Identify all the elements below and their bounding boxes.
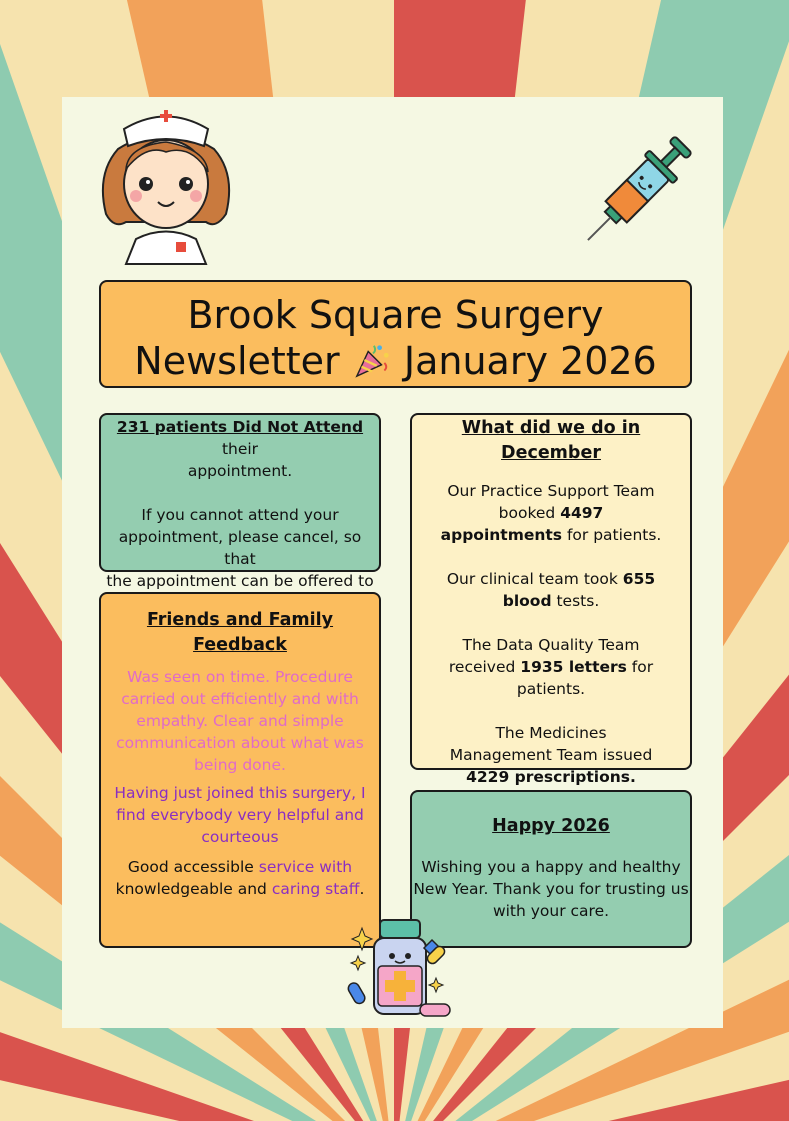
title-line-1: Brook Square Surgery — [187, 293, 604, 337]
dec-p4-l2: Management Team issued — [449, 746, 653, 764]
title-line-2 — [101, 338, 690, 384]
nurse-illustration — [96, 104, 236, 269]
feedback-quote-1: Was seen on time. Procedure carried out efficiently and with empathy. Clear and simple communication about what was being done. — [116, 668, 364, 774]
title-date: January 2026 — [403, 339, 657, 383]
dec-prescriptions-count: 4229 prescriptions. — [466, 768, 636, 786]
happy-l3: with your care. — [492, 902, 610, 920]
medicine-bottle-illustration — [344, 918, 456, 1022]
dna-count: 231 patients Did Not Attend — [116, 418, 364, 436]
dec-appointments-count: 4497 — [560, 504, 604, 522]
feedback-heading: Friends and Family Feedback — [146, 610, 334, 655]
happy-l2: New Year. Thank you for trusting us — [413, 880, 689, 898]
dna-p2-l1: If you cannot attend your — [141, 506, 339, 524]
family-feedback — [99, 592, 381, 948]
happy-heading: Happy 2026 — [492, 816, 610, 836]
dna-p2-l2: appointment, please cancel, so that — [118, 528, 362, 568]
dec-p2-l2: blood tests. — [502, 592, 600, 610]
december-heading: What did we do in December — [461, 418, 641, 463]
dec-blood-count: 655 — [622, 570, 656, 588]
title-newsletter: Newsletter — [134, 339, 340, 383]
dec-p1-l3: appointments for patients. — [440, 526, 662, 544]
dec-p2-l1: Our clinical team took 655 — [446, 570, 656, 588]
title-banner — [99, 280, 692, 388]
december-summary — [410, 413, 692, 786]
party-popper-icon — [352, 342, 392, 380]
dec-p3-l3: patients. — [516, 680, 586, 698]
dec-p4-l1: The Medicines — [495, 724, 607, 742]
syringe-illustration — [566, 120, 706, 265]
dna-text-2: appointment. — [187, 462, 293, 480]
feedback-quote-3: Good accessible service with knowledgeable and caring staff. — [115, 858, 365, 898]
dec-p3-l2: received 1935 letters for — [448, 658, 654, 676]
dec-letters-count: 1935 letters — [520, 658, 627, 676]
dec-p4-l3 — [412, 766, 690, 788]
dec-p1-l1: Our Practice Support Team — [447, 482, 655, 500]
dec-p1-l2: booked 4497 — [498, 504, 604, 522]
dna-p2-l3: the appointment can be offered to — [106, 572, 374, 590]
happy-l1: Wishing you a happy and healthy — [421, 858, 681, 876]
feedback-quote-2: Having just joined this surgery, I find everybody very helpful and courteous — [114, 784, 366, 846]
dna-notice — [99, 413, 381, 590]
dec-p3-l1: The Data Quality Team — [462, 636, 640, 654]
dna-text-1: their — [221, 440, 259, 458]
